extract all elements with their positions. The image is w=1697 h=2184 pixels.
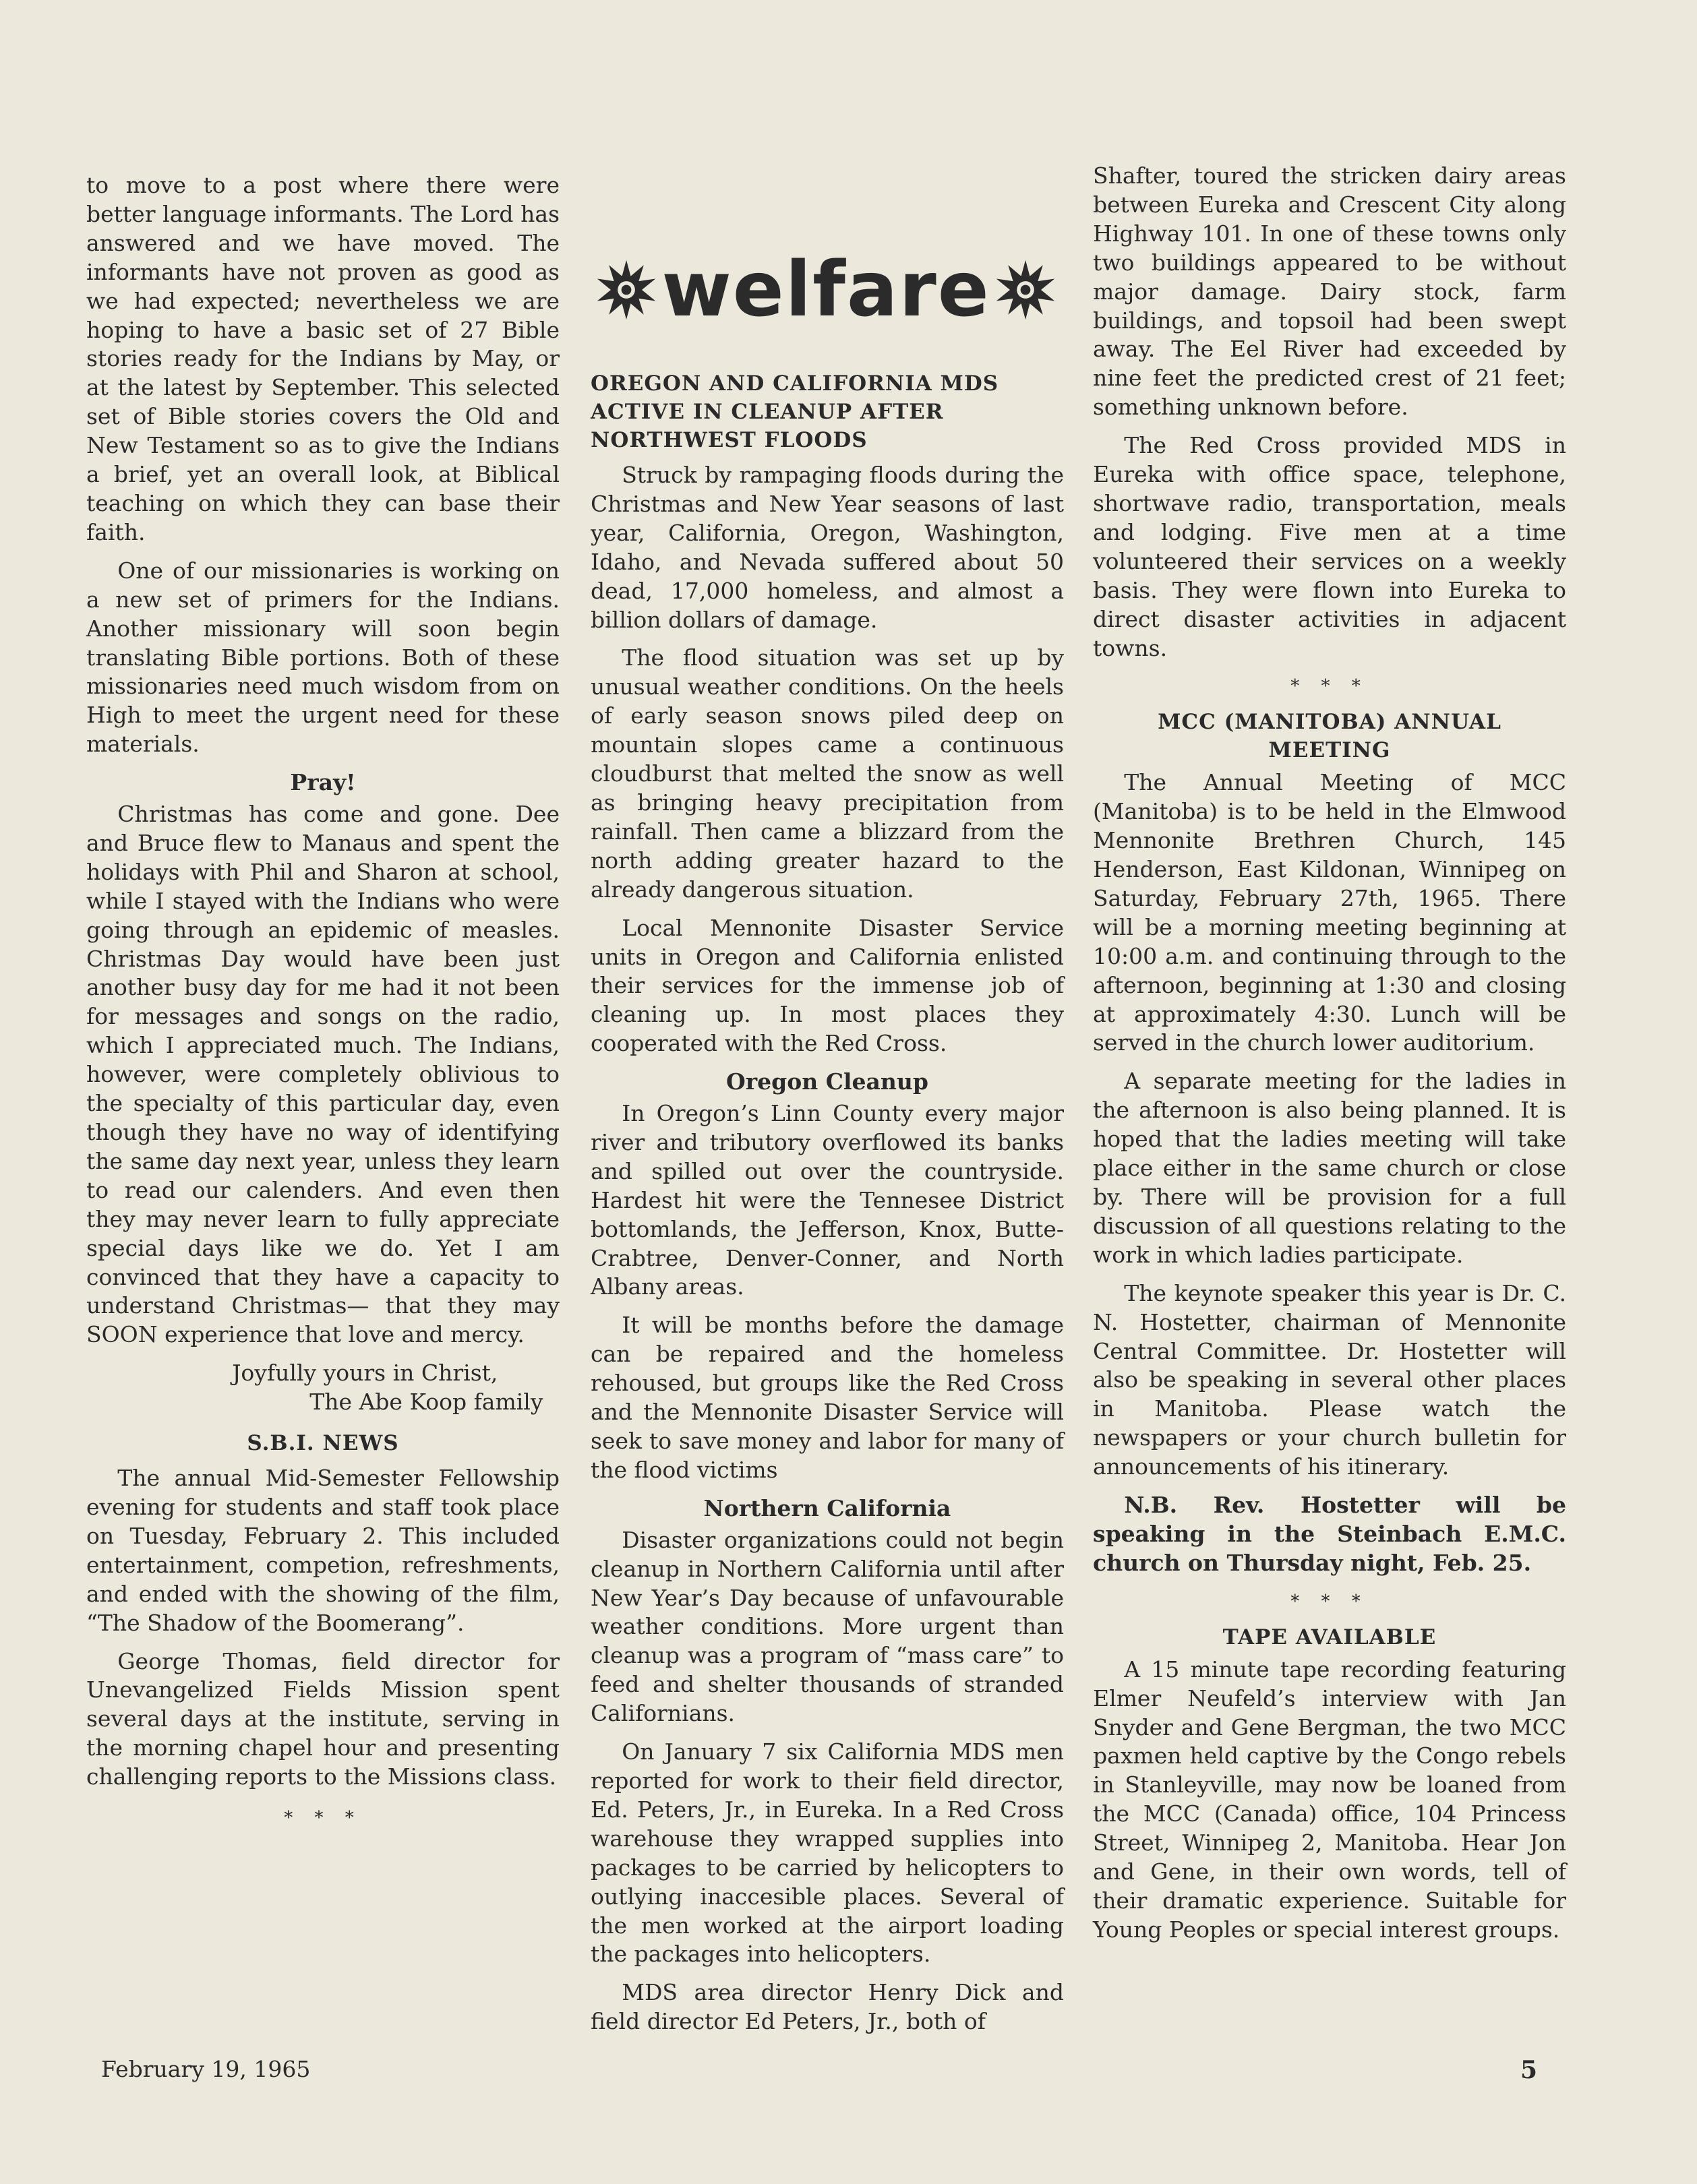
paragraph: George Thomas, field director for Unevangelized Fields Mission spent several days at the institute, serving in the morning chapel hour and presenting challenging reports to the Missions class.: [86, 1647, 560, 1790]
paragraph: The keynote speaker this year is Dr. C. N. Hostetter, chairman of Mennonite Central Committee. Dr. Hostetter will also be speaking in several other places in Manitoba. Please watch the newspapers or your church bulletin for announcements of his itinerary.: [1093, 1279, 1566, 1480]
signature-closing: Joyfully yours in Christ,: [232, 1360, 498, 1387]
paragraph: The flood situation was set up by unusual weather conditions. On the heels of early season snows piled deep on mountain slopes came a continuous cloudburst that melted the snow as well as bringing heavy precipitation from rainfall. Then came a blizzard from the north adding greater hazard to the already dangerous situation.: [591, 644, 1064, 903]
paragraph: Shafter, toured the stricken dairy areas between Eureka and Crescent City along Highway 101. In one of these towns only two buildings appeared to be without major damage. Dairy stock, farm buildings, and topsoil had been swept away. The Eel River had exceeded by nine feet the predicted crest of 21 feet; something unknown before.: [1093, 162, 1566, 421]
paragraph: It will be months before the damage can be repaired and the homeless rehoused, but groups like the Red Cross and the Mennonite Disaster Service will seek to save money and labor for many of the flood victims: [591, 1312, 1064, 1483]
starburst-icon: [994, 259, 1056, 321]
subheading-pray: Pray!: [290, 769, 356, 796]
paragraph: The annual Mid-Semester Fellowship evening for students and staff took place on Tuesday, February 2. This included entertainment, competion, refreshments, and ended with the showing of the film, “The Shadow of the Boomerang”.: [86, 1465, 560, 1636]
starburst-icon: [595, 259, 657, 321]
paragraph: to move to a post where there were better language informants. The Lord has answered and we have moved. The informants have not proven as good as we had expected; nevertheless we are hoping to have a basic set of 27 Bible stories ready for the Indians by May, or at the latest by September. This selected set of Bible stories covers the Old and New Testament so as to give the Indians a brief, yet an overall look, at Biblical teaching on which they can base their faith.: [86, 172, 560, 545]
section-divider: * * *: [1290, 1591, 1369, 1612]
column-middle: [591, 369, 1064, 2046]
paragraph: A separate meeting for the ladies in the afternoon is also being planned. It is hoped that the ladies meeting will take place either in the same church or close by. There will be provision for a full discussion of all questions relating to the work in which ladies participate.: [1093, 1068, 1566, 1268]
column-right: [1093, 162, 1566, 1954]
paragraph: One of our missionaries is working on a new set of primers for the Indians. Another missionary will soon begin translating Bible portions. Both of these missionaries need much wisdom from on High to meet the urgent need for these materials.: [86, 557, 560, 758]
notice-paragraph: N.B. Rev. Hostetter will be speaking in the Steinbach E.M.C. church on Thursday night, Feb. 25.: [1093, 1492, 1566, 1576]
signature-name: The Abe Koop family: [309, 1389, 543, 1416]
subheading-oregon-cleanup: Oregon Cleanup: [726, 1068, 928, 1095]
welfare-banner: [587, 243, 1065, 337]
paragraph: The Red Cross provided MDS in Eureka with office space, telephone, shortwave radio, transportation, meals and lodging. Five men at a time volunteered their services on a weekly basis. They were flown into Eureka to direct disaster activities in adjacent towns.: [1093, 432, 1566, 661]
signature-block: [86, 1359, 560, 1417]
article-headline: OREGON AND CALIFORNIA MDS ACTIVE IN CLEANUP AFTER NORTHWEST FLOODS: [591, 371, 999, 452]
paragraph: Struck by rampaging floods during the Christmas and New Year seasons of last year, California, Oregon, Washington, Idaho, and Nevada suffered about 50 dead, 17,000 homeless, and almost a billion dollars of damage.: [591, 462, 1064, 633]
footer-date: February 19, 1965: [101, 2056, 311, 2082]
paragraph: Christmas has come and gone. Dee and Bruce flew to Manaus and spent the holidays with Phil and Sharon at school, while I stayed with the Indians who were going through an epidemic of measles. Christmas Day would have been just another busy day for me had it not been for messages and songs on the radio, which I appreciated much. The Indians, however, were completely oblivious to the specialty of this particular day, even though they have no way of identifying the same day next year, unless they learn to read our calenders. And even then they may never learn to fully appreciate special days like we do. Yet I am convinced that they have a capacity to understand Christmas— that they may SOON experience that love and mercy.: [86, 801, 560, 1348]
section-divider: * * *: [284, 1808, 362, 1829]
paragraph: MDS area director Henry Dick and field director Ed Peters, Jr., both of: [591, 1979, 1064, 2035]
banner-title: welfare: [661, 246, 990, 334]
paragraph: A 15 minute tape recording featuring Elmer Neufeld’s interview with Jan Snyder and Gene Bergman, the two MCC paxmen held captive by the Congo rebels in Stanleyville, may now be loaned from the MCC (Canada) office, 104 Princess Street, Winnipeg 2, Manitoba. Hear Jon and Gene, in their own words, tell of their dramatic experience. Suitable for Young Peoples or special interest groups.: [1093, 1656, 1566, 1943]
paragraph: In Oregon’s Linn County every major river and tributory overflowed its banks and spilled out over the countryside. Hardest hit were the Tennesee District bottomlands, the Jefferson, Knox, Butte-Crabtree, Denver-Conner, and North Albany areas.: [591, 1100, 1064, 1300]
paragraph: Disaster organizations could not begin cleanup in Northern California until after New Year’s Day because of unfavourable weather conditions. More urgent than cleanup was a program of “mass care” to feed and shelter thousands of stranded Californians.: [591, 1526, 1064, 1727]
paragraph: Local Mennonite Disaster Service units in Oregon and California enlisted their services for the immense job of cleaning up. In most places they cooperated with the Red Cross.: [591, 914, 1064, 1057]
heading-tape-available: TAPE AVAILABLE: [1222, 1625, 1437, 1649]
heading-mcc-annual-meeting: MCC (MANITOBA) ANNUAL MEETING: [1158, 710, 1501, 763]
section-divider: * * *: [1290, 676, 1369, 697]
subheading-northern-california: Northern California: [703, 1494, 951, 1521]
column-left: [86, 171, 560, 1840]
paragraph: On January 7 six California MDS men reported for work to their field director, Ed. Peters, Jr., in Eureka. In a Red Cross warehouse they wrapped supplies into packages to be carried by helicopters to outlying inaccesible places. Several of the men worked at the airport loading the packages into helicopters.: [591, 1738, 1064, 1968]
page-number: 5: [1520, 2056, 1538, 2084]
heading-sbi-news: S.B.I. NEWS: [247, 1431, 399, 1456]
paragraph: The Annual Meeting of MCC (Manitoba) is to be held in the Elmwood Mennonite Brethren Church, 145 Henderson, East Kildonan, Winnipeg on Saturday, February 27th, 1965. There will be a morning meeting beginning at 10:00 a.m. and continuing through to the afternoon, beginning at 1:30 and closing at approximately 4:30. Lunch will be served in the church lower auditorium.: [1093, 769, 1566, 1056]
